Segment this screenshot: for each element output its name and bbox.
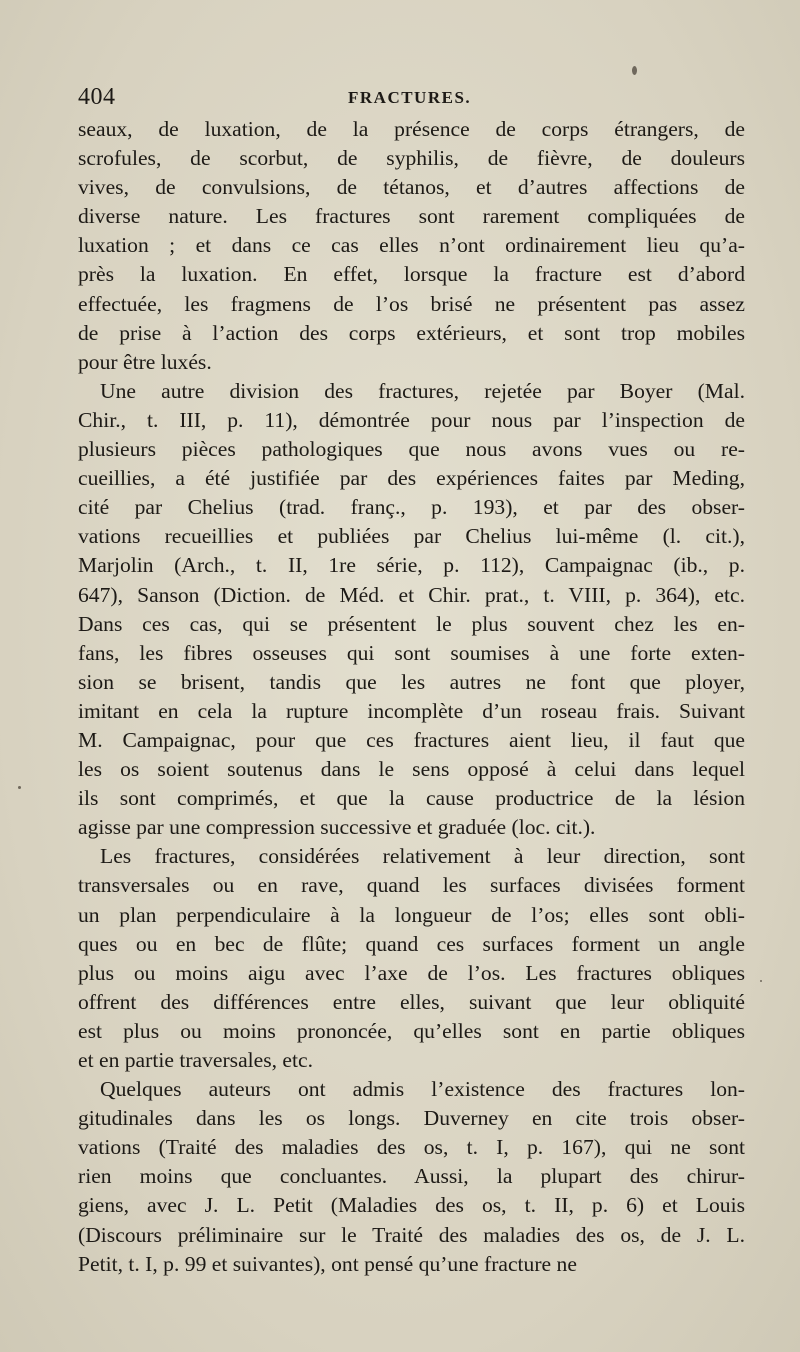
page-header	[78, 84, 745, 114]
text-line: de prise à l’action des corps extérieurs, et sont trop mobiles	[78, 320, 745, 345]
text-line: pour être luxés.	[78, 349, 212, 374]
text-line: agisse par une compression successive et graduée (loc. cit.).	[78, 815, 596, 840]
text-line: ques ou en bec de flûte; quand ces surfaces forment un angle	[78, 931, 745, 956]
text-line: vives, de convulsions, de tétanos, et d’autres affections de	[78, 175, 745, 200]
text-line: un plan perpendiculaire à la longueur de l’os; elles sont obli-	[78, 902, 745, 927]
text-line: imitant en cela la rupture incomplète d’un roseau frais. Suivant	[78, 698, 745, 723]
body-text	[78, 115, 745, 1279]
text-line: Dans ces cas, qui se présentent le plus souvent chez les en-	[78, 611, 745, 636]
text-line: les os soient soutenus dans le sens opposé à celui dans lequel	[78, 757, 745, 782]
text-line: scrofules, de scorbut, de syphilis, de fièvre, de douleurs	[78, 146, 745, 171]
text-line: ils sont comprimés, et que la cause productrice de la lésion	[78, 786, 745, 811]
text-line: près la luxation. En effet, lorsque la fracture est d’abord	[78, 262, 745, 287]
text-line: seaux, de luxation, de la présence de corps étrangers, de	[78, 117, 745, 141]
text-line: Marjolin (Arch., t. II, 1re série, p. 112), Campaignac (ib., p.	[78, 553, 745, 578]
text-line: effectuée, les fragmens de l’os brisé ne présentent pas assez	[78, 291, 745, 316]
text-line: et en partie traversales, etc.	[78, 1048, 314, 1072]
text-line: plus ou moins aigu avec l’axe de l’os. Les fractures obliques	[78, 960, 745, 985]
running-title: FRACTURES.	[348, 88, 472, 107]
text-line: Une autre division des fractures, rejetée par Boyer (Mal.	[100, 378, 745, 403]
ink-speck	[632, 66, 637, 75]
text-line: rien moins que concluantes. Aussi, la plupart des chirur-	[78, 1164, 745, 1189]
ink-speck	[18, 786, 21, 789]
text-line: sion se brisent, tandis que les autres ne font que ployer,	[78, 669, 745, 694]
text-line: (Discours préliminaire sur le Traité des maladies des os, de J. L.	[78, 1222, 745, 1247]
text-line: cueillies, a été justifiée par des expériences faites par Meding,	[78, 466, 745, 491]
page-number: 404	[78, 84, 116, 110]
text-line: offrent des différences entre elles, suivant que leur obliquité	[78, 989, 745, 1014]
text-line: transversales ou en rave, quand les surfaces divisées forment	[78, 873, 745, 898]
text-line: M. Campaignac, pour que ces fractures aient lieu, il faut que	[78, 727, 745, 752]
text-line: fans, les fibres osseuses qui sont soumises à une forte exten-	[78, 640, 745, 665]
text-line: Quelques auteurs ont admis l’existence des fractures lon-	[100, 1077, 745, 1102]
text-line: cité par Chelius (trad. franç., p. 193), et par des obser-	[78, 495, 745, 520]
text-line: luxation ; et dans ce cas elles n’ont ordinairement lieu qu’a-	[78, 233, 745, 258]
text-line: giens, avec J. L. Petit (Maladies des os, t. II, p. 6) et Louis	[78, 1193, 745, 1218]
text-line: 647), Sanson (Diction. de Méd. et Chir. prat., t. VIII, p. 364), etc.	[78, 582, 745, 607]
text-line: Petit, t. I, p. 99 et suivantes), ont pensé qu’une fracture ne	[78, 1251, 577, 1276]
text-line: vations recueillies et publiées par Chelius lui-même (l. cit.),	[78, 524, 745, 549]
ink-speck	[760, 980, 762, 982]
text-line: plusieurs pièces pathologiques que nous avons vues ou re-	[78, 437, 745, 462]
text-line: gitudinales dans les os longs. Duverney en cite trois obser-	[78, 1106, 745, 1131]
text-line: Chir., t. III, p. 11), démontrée pour nous par l’inspection de	[78, 407, 745, 432]
text-line: est plus ou moins prononcée, qu’elles sont en partie obliques	[78, 1018, 745, 1043]
text-line: Les fractures, considérées relativement à leur direction, sont	[100, 844, 745, 869]
text-line: diverse nature. Les fractures sont rarement compliquées de	[78, 204, 745, 229]
text-line: vations (Traité des maladies des os, t. I, p. 167), qui ne sont	[78, 1135, 745, 1160]
